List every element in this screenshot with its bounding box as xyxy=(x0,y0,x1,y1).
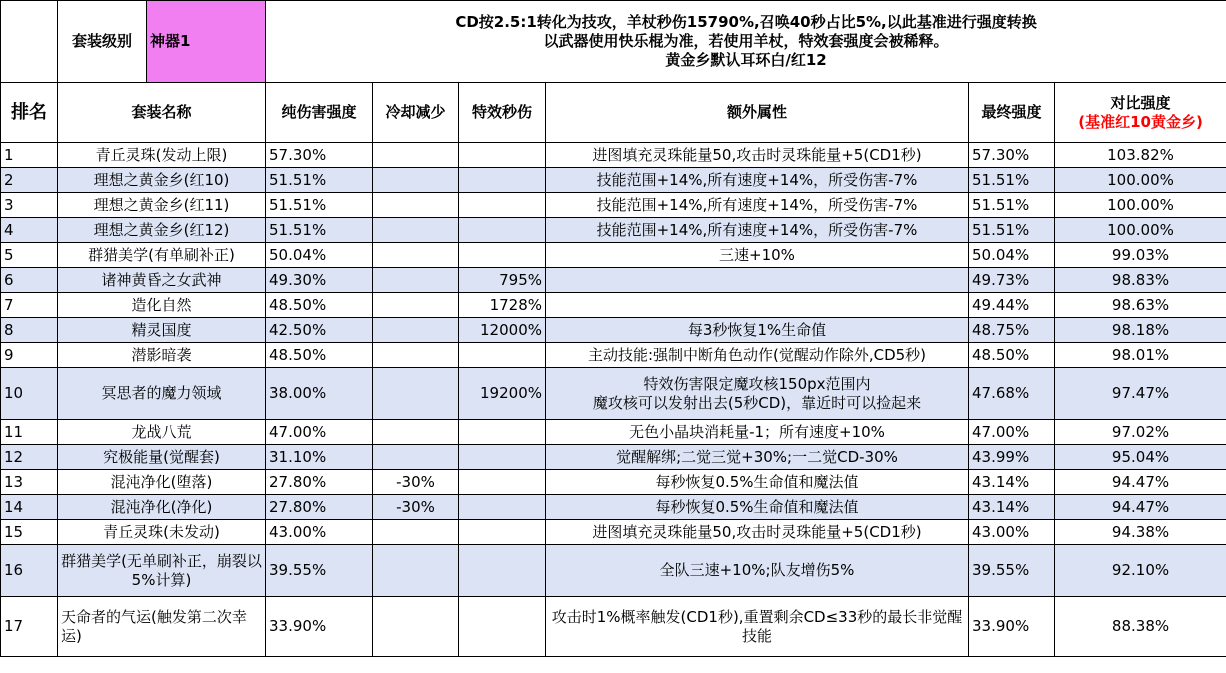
table-row xyxy=(1,445,1226,470)
table-row xyxy=(1,470,1226,495)
cell-compare-strength[interactable]: 100.00% xyxy=(1055,193,1226,218)
cell-pure-damage[interactable]: 39.55% xyxy=(266,545,373,597)
cell-compare-strength[interactable]: 98.63% xyxy=(1055,293,1226,318)
table-row xyxy=(1,243,1226,268)
cell-compare-strength[interactable]: 95.04% xyxy=(1055,445,1226,470)
cell-set-name[interactable]: 诸神黄昏之女武神 xyxy=(58,268,266,293)
cell-pure-damage[interactable]: 51.51% xyxy=(266,193,373,218)
cell-compare-strength[interactable]: 97.47% xyxy=(1055,368,1226,420)
table-row xyxy=(1,368,1226,420)
cell-extra-attr[interactable] xyxy=(546,268,969,293)
cell-compare-strength[interactable]: 100.00% xyxy=(1055,168,1226,193)
cell-rank[interactable]: 1 xyxy=(1,143,58,168)
cell-extra-attr[interactable]: 三速+10% xyxy=(546,243,969,268)
cell-extra-attr[interactable]: 主动技能:强制中断角色动作(觉醒动作除外,CD5秒) xyxy=(546,343,969,368)
cell-rank[interactable]: 10 xyxy=(1,368,58,420)
cell-cooldown[interactable] xyxy=(373,368,459,420)
cell-set-name[interactable]: 理想之黄金乡(红11) xyxy=(58,193,266,218)
cell-pure-damage[interactable]: 43.00% xyxy=(266,520,373,545)
cell-final-strength[interactable]: 39.55% xyxy=(969,545,1055,597)
table-row xyxy=(1,168,1226,193)
cell-final-strength[interactable]: 49.73% xyxy=(969,268,1055,293)
note-line-2: 以武器使用快乐棍为准，若使用羊杖，特效套强度会被稀释。 xyxy=(543,32,949,50)
cell-cooldown[interactable] xyxy=(373,343,459,368)
cell-effect-dps[interactable] xyxy=(459,420,546,445)
cell-extra-attr[interactable]: 觉醒解绑;二觉三觉+30%;一二觉CD-30% xyxy=(546,445,969,470)
cell-final-strength[interactable]: 51.51% xyxy=(969,218,1055,243)
cell-set-name[interactable]: 造化自然 xyxy=(58,293,266,318)
cell-cooldown[interactable]: -30% xyxy=(373,470,459,495)
cell-cooldown[interactable] xyxy=(373,545,459,597)
col-header-effect[interactable]: 特效秒伤 xyxy=(459,83,546,143)
compare-note: (基准红10黄金乡) xyxy=(1078,112,1203,131)
col-header-name[interactable]: 套装名称 xyxy=(58,83,266,143)
cell-final-strength[interactable]: 43.14% xyxy=(969,470,1055,495)
col-header-final[interactable]: 最终强度 xyxy=(969,83,1055,143)
cell-pure-damage[interactable]: 27.80% xyxy=(266,495,373,520)
cell-set-name[interactable]: 青丘灵珠(未发动) xyxy=(58,520,266,545)
cell-set-name[interactable]: 理想之黄金乡(红12) xyxy=(58,218,266,243)
column-header-row xyxy=(1,83,1226,143)
table-row xyxy=(1,495,1226,520)
cell-extra-attr[interactable]: 全队三速+10%;队友增伤5% xyxy=(546,545,969,597)
cell-effect-dps[interactable] xyxy=(459,545,546,597)
cell-final-strength[interactable]: 49.44% xyxy=(969,293,1055,318)
cell-pure-damage[interactable]: 51.51% xyxy=(266,168,373,193)
cell-final-strength[interactable]: 48.75% xyxy=(969,318,1055,343)
cell-compare-strength[interactable]: 98.18% xyxy=(1055,318,1226,343)
cell-effect-dps[interactable] xyxy=(459,343,546,368)
cell-effect-dps[interactable] xyxy=(459,218,546,243)
cell-cooldown[interactable] xyxy=(373,168,459,193)
col-header-rank[interactable]: 排名 xyxy=(1,83,58,143)
cell-cooldown[interactable] xyxy=(373,597,459,657)
cell-cooldown[interactable] xyxy=(373,218,459,243)
cell-final-strength[interactable]: 57.30% xyxy=(969,143,1055,168)
cell-rank[interactable]: 3 xyxy=(1,193,58,218)
cell-cooldown[interactable] xyxy=(373,193,459,218)
table-row xyxy=(1,597,1226,657)
cell-effect-dps[interactable]: 1728% xyxy=(459,293,546,318)
cell-extra-attr[interactable]: 进图填充灵珠能量50,攻击时灵珠能量+5(CD1秒) xyxy=(546,520,969,545)
cell-cooldown[interactable] xyxy=(373,445,459,470)
cell-cooldown[interactable] xyxy=(373,293,459,318)
cell-rank[interactable]: 7 xyxy=(1,293,58,318)
cell-rank[interactable]: 13 xyxy=(1,470,58,495)
cell-pure-damage[interactable]: 42.50% xyxy=(266,318,373,343)
cell-extra-attr[interactable]: 每秒恢复0.5%生命值和魔法值 xyxy=(546,495,969,520)
cell-final-strength[interactable]: 47.00% xyxy=(969,420,1055,445)
empty-corner-cell[interactable] xyxy=(1,1,58,83)
cell-pure-damage[interactable]: 48.50% xyxy=(266,293,373,318)
cell-rank[interactable]: 4 xyxy=(1,218,58,243)
cell-compare-strength[interactable]: 98.01% xyxy=(1055,343,1226,368)
cell-effect-dps[interactable] xyxy=(459,193,546,218)
table-row xyxy=(1,268,1226,293)
cell-rank[interactable]: 16 xyxy=(1,545,58,597)
cell-effect-dps[interactable] xyxy=(459,445,546,470)
cell-set-name[interactable]: 龙战八荒 xyxy=(58,420,266,445)
cell-extra-attr[interactable]: 每秒恢复0.5%生命值和魔法值 xyxy=(546,470,969,495)
cell-final-strength[interactable]: 43.14% xyxy=(969,495,1055,520)
cell-final-strength[interactable]: 43.99% xyxy=(969,445,1055,470)
cell-rank[interactable]: 5 xyxy=(1,243,58,268)
cell-final-strength[interactable]: 51.51% xyxy=(969,168,1055,193)
cell-final-strength[interactable]: 48.50% xyxy=(969,343,1055,368)
cell-set-name[interactable]: 精灵国度 xyxy=(58,318,266,343)
cell-effect-dps[interactable] xyxy=(459,243,546,268)
cell-extra-attr[interactable] xyxy=(546,293,969,318)
cell-final-strength[interactable]: 50.04% xyxy=(969,243,1055,268)
cell-effect-dps[interactable]: 12000% xyxy=(459,318,546,343)
cell-set-name[interactable]: 潜影暗袭 xyxy=(58,343,266,368)
cell-compare-strength[interactable]: 100.00% xyxy=(1055,218,1226,243)
cell-compare-strength[interactable]: 97.02% xyxy=(1055,420,1226,445)
cell-set-name[interactable]: 究极能量(觉醒套) xyxy=(58,445,266,470)
cell-cooldown[interactable] xyxy=(373,420,459,445)
table-row xyxy=(1,343,1226,368)
cell-compare-strength[interactable]: 103.82% xyxy=(1055,143,1226,168)
cell-pure-damage[interactable]: 38.00% xyxy=(266,368,373,420)
cell-rank[interactable]: 11 xyxy=(1,420,58,445)
table-row xyxy=(1,318,1226,343)
cell-set-name[interactable]: 冥思者的魔力领域 xyxy=(58,368,266,420)
cell-rank[interactable]: 14 xyxy=(1,495,58,520)
cell-effect-dps[interactable] xyxy=(459,168,546,193)
cell-cooldown[interactable] xyxy=(373,268,459,293)
cell-pure-damage[interactable]: 47.00% xyxy=(266,420,373,445)
cell-pure-damage[interactable]: 48.50% xyxy=(266,343,373,368)
cell-set-name[interactable]: 天命者的气运(触发第二次幸运) xyxy=(58,597,266,657)
cell-pure-damage[interactable]: 57.30% xyxy=(266,143,373,168)
cell-compare-strength[interactable]: 94.47% xyxy=(1055,470,1226,495)
cell-pure-damage[interactable]: 31.10% xyxy=(266,445,373,470)
extra-attr-line: 特效伤害限定魔攻核150px范围内 xyxy=(643,374,871,393)
set-level-value[interactable]: 神器1 xyxy=(147,1,266,83)
cell-final-strength[interactable]: 43.00% xyxy=(969,520,1055,545)
cell-compare-strength[interactable]: 94.38% xyxy=(1055,520,1226,545)
cell-extra-attr[interactable]: 无色小晶块消耗量-1；所有速度+10% xyxy=(546,420,969,445)
cell-set-name[interactable]: 群猎美学(有单刷补正) xyxy=(58,243,266,268)
cell-set-name[interactable]: 青丘灵珠(发动上限) xyxy=(58,143,266,168)
cell-rank[interactable]: 17 xyxy=(1,597,58,657)
cell-rank[interactable]: 2 xyxy=(1,168,58,193)
cell-rank[interactable]: 6 xyxy=(1,268,58,293)
table-row xyxy=(1,143,1226,168)
cell-pure-damage[interactable]: 33.90% xyxy=(266,597,373,657)
cell-set-name[interactable]: 混沌净化(净化) xyxy=(58,495,266,520)
table-row xyxy=(1,193,1226,218)
cell-compare-strength[interactable]: 99.03% xyxy=(1055,243,1226,268)
col-header-extra[interactable]: 额外属性 xyxy=(546,83,969,143)
cell-pure-damage[interactable]: 49.30% xyxy=(266,268,373,293)
table-row xyxy=(1,420,1226,445)
cell-final-strength[interactable]: 47.68% xyxy=(969,368,1055,420)
cell-set-name[interactable]: 群猎美学(无单刷补正，崩裂以5%计算) xyxy=(58,545,266,597)
compare-label: 对比强度 xyxy=(1110,93,1171,112)
extra-attr-line: 魔攻核可以发射出去(5秒CD)，靠近时可以捡起来 xyxy=(592,393,922,412)
col-header-compare[interactable] xyxy=(1055,83,1226,143)
cell-extra-attr[interactable]: 进图填充灵珠能量50,攻击时灵珠能量+5(CD1秒) xyxy=(546,143,969,168)
cell-set-name[interactable]: 混沌净化(堕落) xyxy=(58,470,266,495)
cell-extra-attr[interactable]: 技能范围+14%,所有速度+14%，所受伤害-7% xyxy=(546,193,969,218)
note-line-3: 黄金乡默认耳环白/红12 xyxy=(665,51,827,69)
table-row xyxy=(1,520,1226,545)
cell-compare-strength[interactable]: 98.83% xyxy=(1055,268,1226,293)
cell-final-strength[interactable]: 33.90% xyxy=(969,597,1055,657)
cell-effect-dps[interactable] xyxy=(459,495,546,520)
table-row xyxy=(1,293,1226,318)
cell-effect-dps[interactable] xyxy=(459,520,546,545)
cell-rank[interactable]: 12 xyxy=(1,445,58,470)
cell-rank[interactable]: 15 xyxy=(1,520,58,545)
cell-rank[interactable]: 9 xyxy=(1,343,58,368)
cell-set-name[interactable]: 理想之黄金乡(红10) xyxy=(58,168,266,193)
cell-cooldown[interactable] xyxy=(373,318,459,343)
note-line-1: CD按2.5:1转化为技攻，羊杖秒伤15790%,召唤40秒占比5%,以此基准进行强度转换 xyxy=(455,13,1037,31)
col-header-pure[interactable]: 纯伤害强度 xyxy=(266,83,373,143)
header-block xyxy=(1,1,1226,83)
cell-cooldown[interactable] xyxy=(373,243,459,268)
cell-compare-strength[interactable]: 94.47% xyxy=(1055,495,1226,520)
cell-compare-strength[interactable]: 88.38% xyxy=(1055,597,1226,657)
col-header-cd[interactable]: 冷却减少 xyxy=(373,83,459,143)
cell-pure-damage[interactable]: 51.51% xyxy=(266,218,373,243)
cell-pure-damage[interactable]: 27.80% xyxy=(266,470,373,495)
cell-extra-attr[interactable]: 技能范围+14%,所有速度+14%，所受伤害-7% xyxy=(546,168,969,193)
cell-pure-damage[interactable]: 50.04% xyxy=(266,243,373,268)
cell-rank[interactable]: 8 xyxy=(1,318,58,343)
cell-effect-dps[interactable]: 795% xyxy=(459,268,546,293)
cell-effect-dps[interactable] xyxy=(459,597,546,657)
cell-extra-attr[interactable] xyxy=(546,368,969,420)
table-row xyxy=(1,218,1226,243)
cell-final-strength[interactable]: 51.51% xyxy=(969,193,1055,218)
cell-cooldown[interactable] xyxy=(373,520,459,545)
cell-extra-attr[interactable]: 技能范围+14%,所有速度+14%，所受伤害-7% xyxy=(546,218,969,243)
cell-extra-attr[interactable]: 每3秒恢复1%生命值 xyxy=(546,318,969,343)
set-level-label[interactable]: 套装级别 xyxy=(58,1,147,83)
table-row xyxy=(1,545,1226,597)
cell-cooldown[interactable]: -30% xyxy=(373,495,459,520)
cell-effect-dps[interactable] xyxy=(459,470,546,495)
cell-effect-dps[interactable]: 19200% xyxy=(459,368,546,420)
cell-compare-strength[interactable]: 92.10% xyxy=(1055,545,1226,597)
cell-effect-dps[interactable] xyxy=(459,143,546,168)
cell-cooldown[interactable] xyxy=(373,143,459,168)
notes-cell[interactable] xyxy=(266,1,1226,83)
cell-extra-attr[interactable]: 攻击时1%概率触发(CD1秒),重置剩余CD≤33秒的最长非觉醒技能 xyxy=(546,597,969,657)
